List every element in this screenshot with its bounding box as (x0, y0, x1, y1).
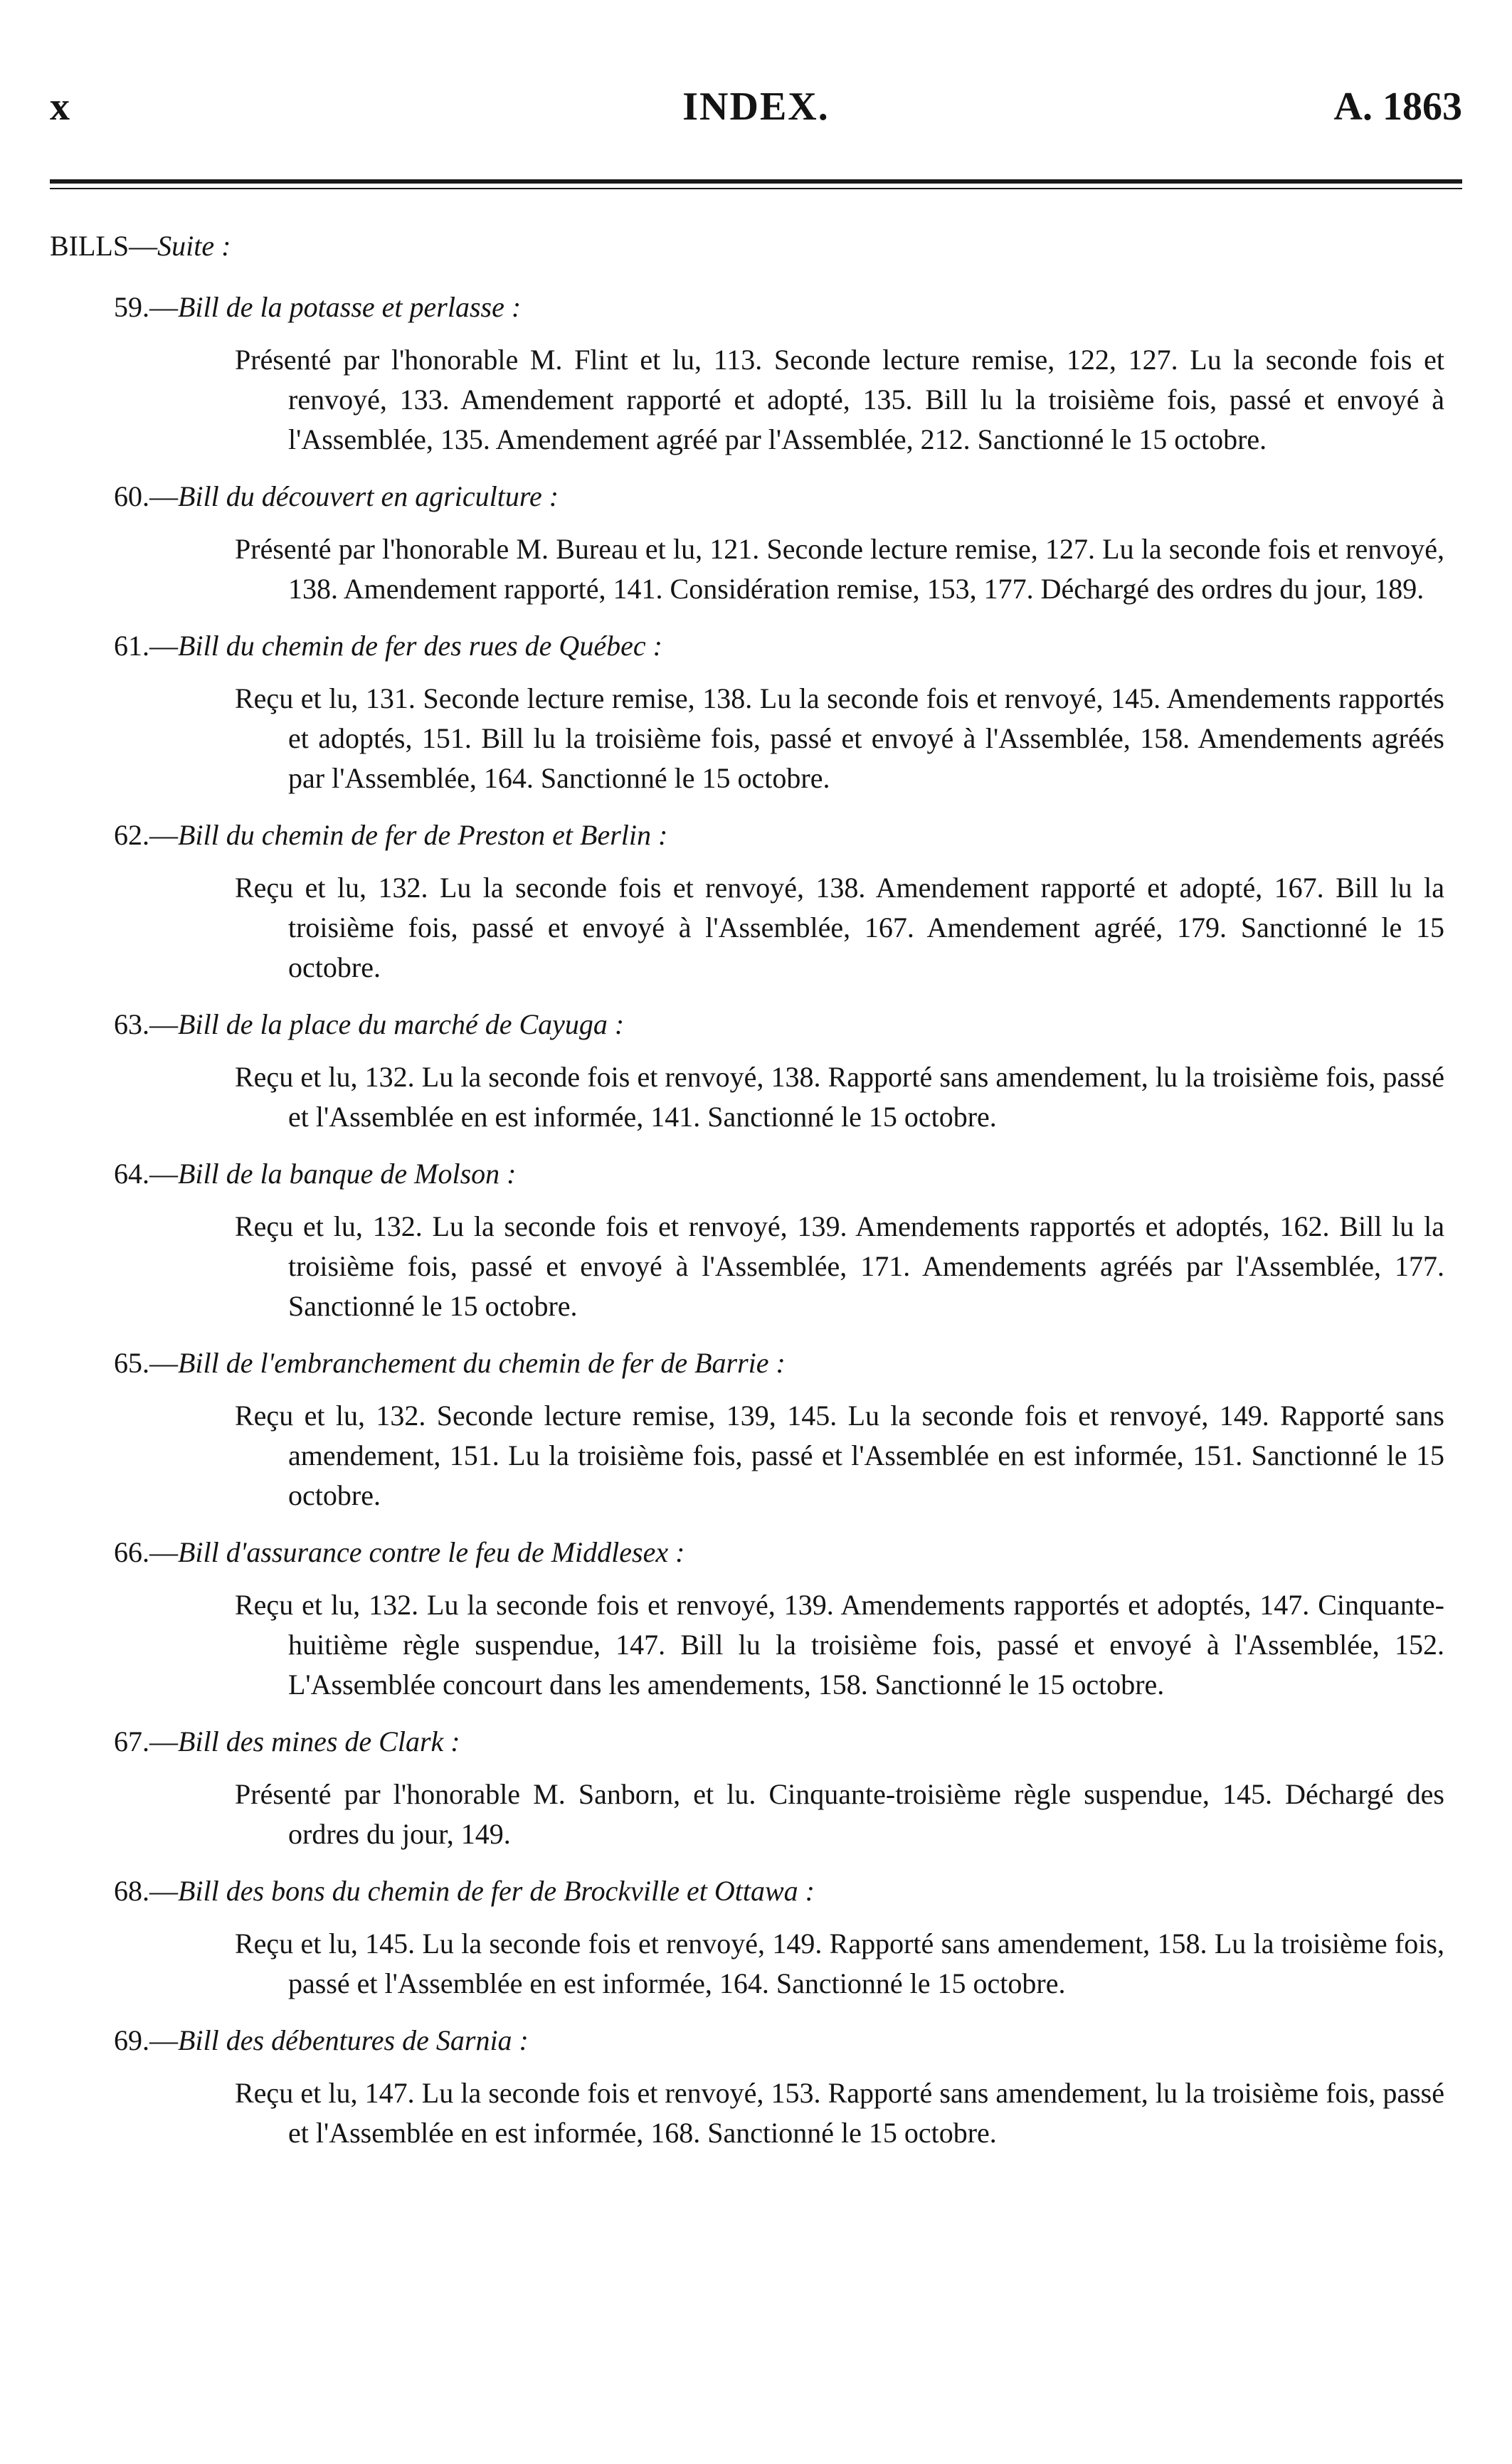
bill-title (114, 1154, 1444, 1194)
bill-name: Bill du chemin de fer des rues de Québec : (178, 630, 662, 662)
bill-entry (50, 1871, 1444, 2004)
bill-title (114, 1871, 1444, 1911)
bill-text: Présenté par l'honorable M. Bureau et lu, 121. Seconde lecture remise, 127. Lu la seconde fois et renvoyé, 138. Amendement rapporté, 141. Considération remise, 153, 177. Déchargé des ordres du jour, 189. (235, 533, 1444, 605)
page-title: INDEX. (682, 85, 830, 129)
bill-number: 61.— (114, 630, 178, 662)
bill-name: Bill du chemin de fer de Preston et Berlin : (178, 819, 668, 851)
bill-name: Bill de la banque de Molson : (178, 1158, 517, 1190)
bill-title (114, 1343, 1444, 1383)
bill-number: 67.— (114, 1725, 178, 1757)
bill-number: 69.— (114, 2024, 178, 2056)
bill-name: Bill des mines de Clark : (178, 1725, 460, 1757)
bill-entry (50, 1005, 1444, 1137)
bill-text: Reçu et lu, 132. Lu la seconde fois et renvoyé, 138. Amendement rapporté et adopté, 167. Bill lu la troisième fois, passé et envoyé à l'Assemblée, 167. Amendement agréé, 179. Sanctionné le 15 octobre. (235, 872, 1444, 983)
header-rule-thick (50, 179, 1462, 184)
bill-number: 59.— (114, 291, 178, 323)
bill-title (114, 815, 1444, 855)
bill-title (114, 1722, 1444, 1762)
page-header (50, 84, 1462, 141)
section-label: BILLS (50, 230, 129, 262)
bill-entry (50, 1154, 1444, 1326)
bill-text: Reçu et lu, 132. Lu la seconde fois et renvoyé, 138. Rapporté sans amendement, lu la troisième fois, passé et l'Assemblée en est informée, 141. Sanctionné le 15 octobre. (235, 1061, 1444, 1133)
bill-entry (50, 2021, 1444, 2153)
bill-text: Reçu et lu, 132. Lu la seconde fois et renvoyé, 139. Amendements rapportés et adoptés, 162. Bill lu la troisième fois, passé et envoyé à l'Assemblée, 171. Amendements agréés par l'Assemblée, 177. Sanctionné le 15 octobre. (235, 1210, 1444, 1322)
bill-number: 66.— (114, 1536, 178, 1568)
bill-title (114, 1533, 1444, 1572)
bill-title (114, 2021, 1444, 2061)
bill-title (114, 477, 1444, 517)
bill-number: 60.— (114, 480, 178, 512)
bill-name: Bill des débentures de Sarnia : (178, 2024, 529, 2056)
bill-text: Reçu et lu, 147. Lu la seconde fois et renvoyé, 153. Rapporté sans amendement, lu la troisième fois, passé et l'Assemblée en est informée, 168. Sanctionné le 15 octobre. (235, 2077, 1444, 2149)
index-content (50, 226, 1444, 2170)
bill-entry (50, 477, 1444, 609)
section-heading (50, 226, 1444, 266)
bill-entry (50, 815, 1444, 988)
year-label: A. 1863 (1333, 85, 1462, 129)
section-dash: — (129, 230, 158, 262)
bill-number: 63.— (114, 1008, 178, 1040)
header-rule-thin (50, 188, 1462, 189)
bill-entry (50, 1722, 1444, 1854)
bill-text: Reçu et lu, 145. Lu la seconde fois et renvoyé, 149. Rapporté sans amendement, 158. Lu la troisième fois, passé et l'Assemblée en est informée, 164. Sanctionné le 15 octobre. (235, 1928, 1444, 1999)
section-suite: Suite : (157, 230, 231, 262)
bill-name: Bill d'assurance contre le feu de Middlesex : (178, 1536, 685, 1568)
bill-text: Reçu et lu, 131. Seconde lecture remise, 138. Lu la seconde fois et renvoyé, 145. Amendements rapportés et adoptés, 151. Bill lu la troisième fois, passé et envoyé à l'Assemblée, 158. Amendements agréés par l'Assemblée, 164. Sanctionné le 15 octobre. (235, 682, 1444, 794)
bill-entry (50, 626, 1444, 798)
bill-name: Bill de l'embranchement du chemin de fer de Barrie : (178, 1347, 786, 1379)
bill-number: 64.— (114, 1158, 178, 1190)
bill-text: Reçu et lu, 132. Lu la seconde fois et renvoyé, 139. Amendements rapportés et adoptés, 147. Cinquante-huitième règle suspendue, 147. Bill lu la troisième fois, passé et envoyé à l'Assemblée, 152. L'Assemblée concourt dans les amendements, 158. Sanctionné le 15 octobre. (235, 1589, 1444, 1701)
bill-title (114, 287, 1444, 327)
bill-text: Présenté par l'honorable M. Flint et lu, 113. Seconde lecture remise, 122, 127. Lu la seconde fois et renvoyé, 133. Amendement rapporté et adopté, 135. Bill lu la troisième fois, passé et envoyé à l'Assemblée, 135. Amendement agréé par l'Assemblée, 212. Sanctionné le 15 octobre. (235, 344, 1444, 455)
page-number: x (50, 85, 70, 129)
bill-number: 65.— (114, 1347, 178, 1379)
bill-number: 62.— (114, 819, 178, 851)
bill-name: Bill de la place du marché de Cayuga : (178, 1008, 625, 1040)
bill-name: Bill de la potasse et perlasse : (178, 291, 522, 323)
bill-text: Reçu et lu, 132. Seconde lecture remise, 139, 145. Lu la seconde fois et renvoyé, 149. Rapporté sans amendement, 151. Lu la troisième fois, passé et l'Assemblée en est informée, 151. Sanctionné le 15 octobre. (235, 1400, 1444, 1511)
bill-title (114, 626, 1444, 666)
bill-number: 68.— (114, 1875, 178, 1907)
bill-name: Bill du découvert en agriculture : (178, 480, 559, 512)
bill-entry (50, 1343, 1444, 1516)
bill-name: Bill des bons du chemin de fer de Brockville et Ottawa : (178, 1875, 815, 1907)
bill-entry (50, 287, 1444, 460)
bill-entry (50, 1533, 1444, 1705)
bill-text: Présenté par l'honorable M. Sanborn, et lu. Cinquante-troisième règle suspendue, 145. Déchargé des ordres du jour, 149. (235, 1778, 1444, 1850)
bill-title (114, 1005, 1444, 1045)
